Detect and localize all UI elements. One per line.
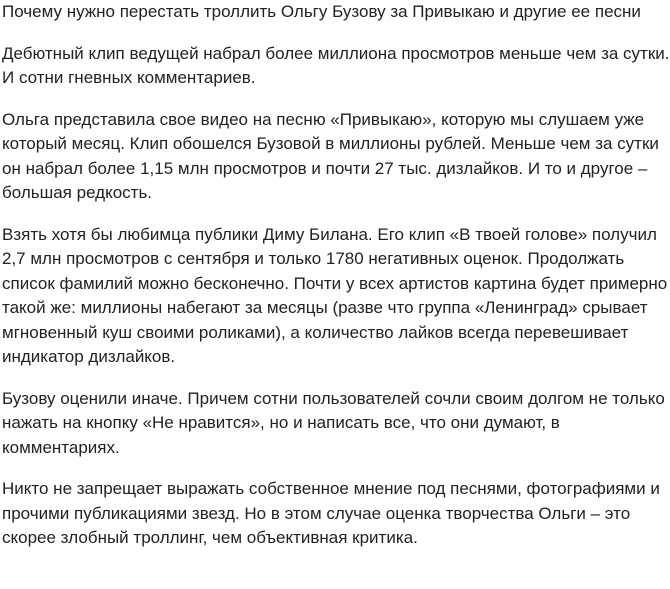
article-paragraph-5: Никто не запрещает выражать собственное мнение под песнями, фотографиями и прочими публикациями звезд. Но в этом случае оценка творчества Ольги – это скорее злобный троллинг, чем объективная критика.	[2, 479, 660, 547]
article-paragraph-2: Ольга представила свое видео на песню «Привыкаю», которую мы слушаем уже который месяц. Клип обошелся Бузовой в миллионы рублей. Меньше чем за сутки он набрал более 1,15 млн просмотров и почти 27 тыс. дизлайков. И то и другое – большая редкость.	[2, 109, 659, 202]
article-paragraph-1: Дебютный клип ведущей набрал более миллиона просмотров меньше чем за сутки. И сотни гневных комментариев.	[2, 43, 670, 87]
article-paragraph-3: Взять хотя бы любимца публики Диму Билана. Его клип «В твоей голове» получил 2,7 млн просмотров с сентября и только 1780 негативных оценок. Продолжать список фамилий можно бесконечно. Почти у всех артистов картина будет примерно такой же: миллионы набегают за месяцы (разве что группа «Ленинград» срывает мгновенный куш своими роликами), а количество лайков всегда перевешивает индикатор дизлайков.	[2, 224, 668, 366]
article-paragraph-4: Бузову оценили иначе. Причем сотни пользователей сочли своим долгом не только нажать на кнопку «Не нравится», но и написать все, что они думают, в комментариях.	[2, 388, 665, 457]
article-title: Почему нужно перестать троллить Ольгу Бузову за Привыкаю и другие ее песни	[2, 2, 641, 21]
